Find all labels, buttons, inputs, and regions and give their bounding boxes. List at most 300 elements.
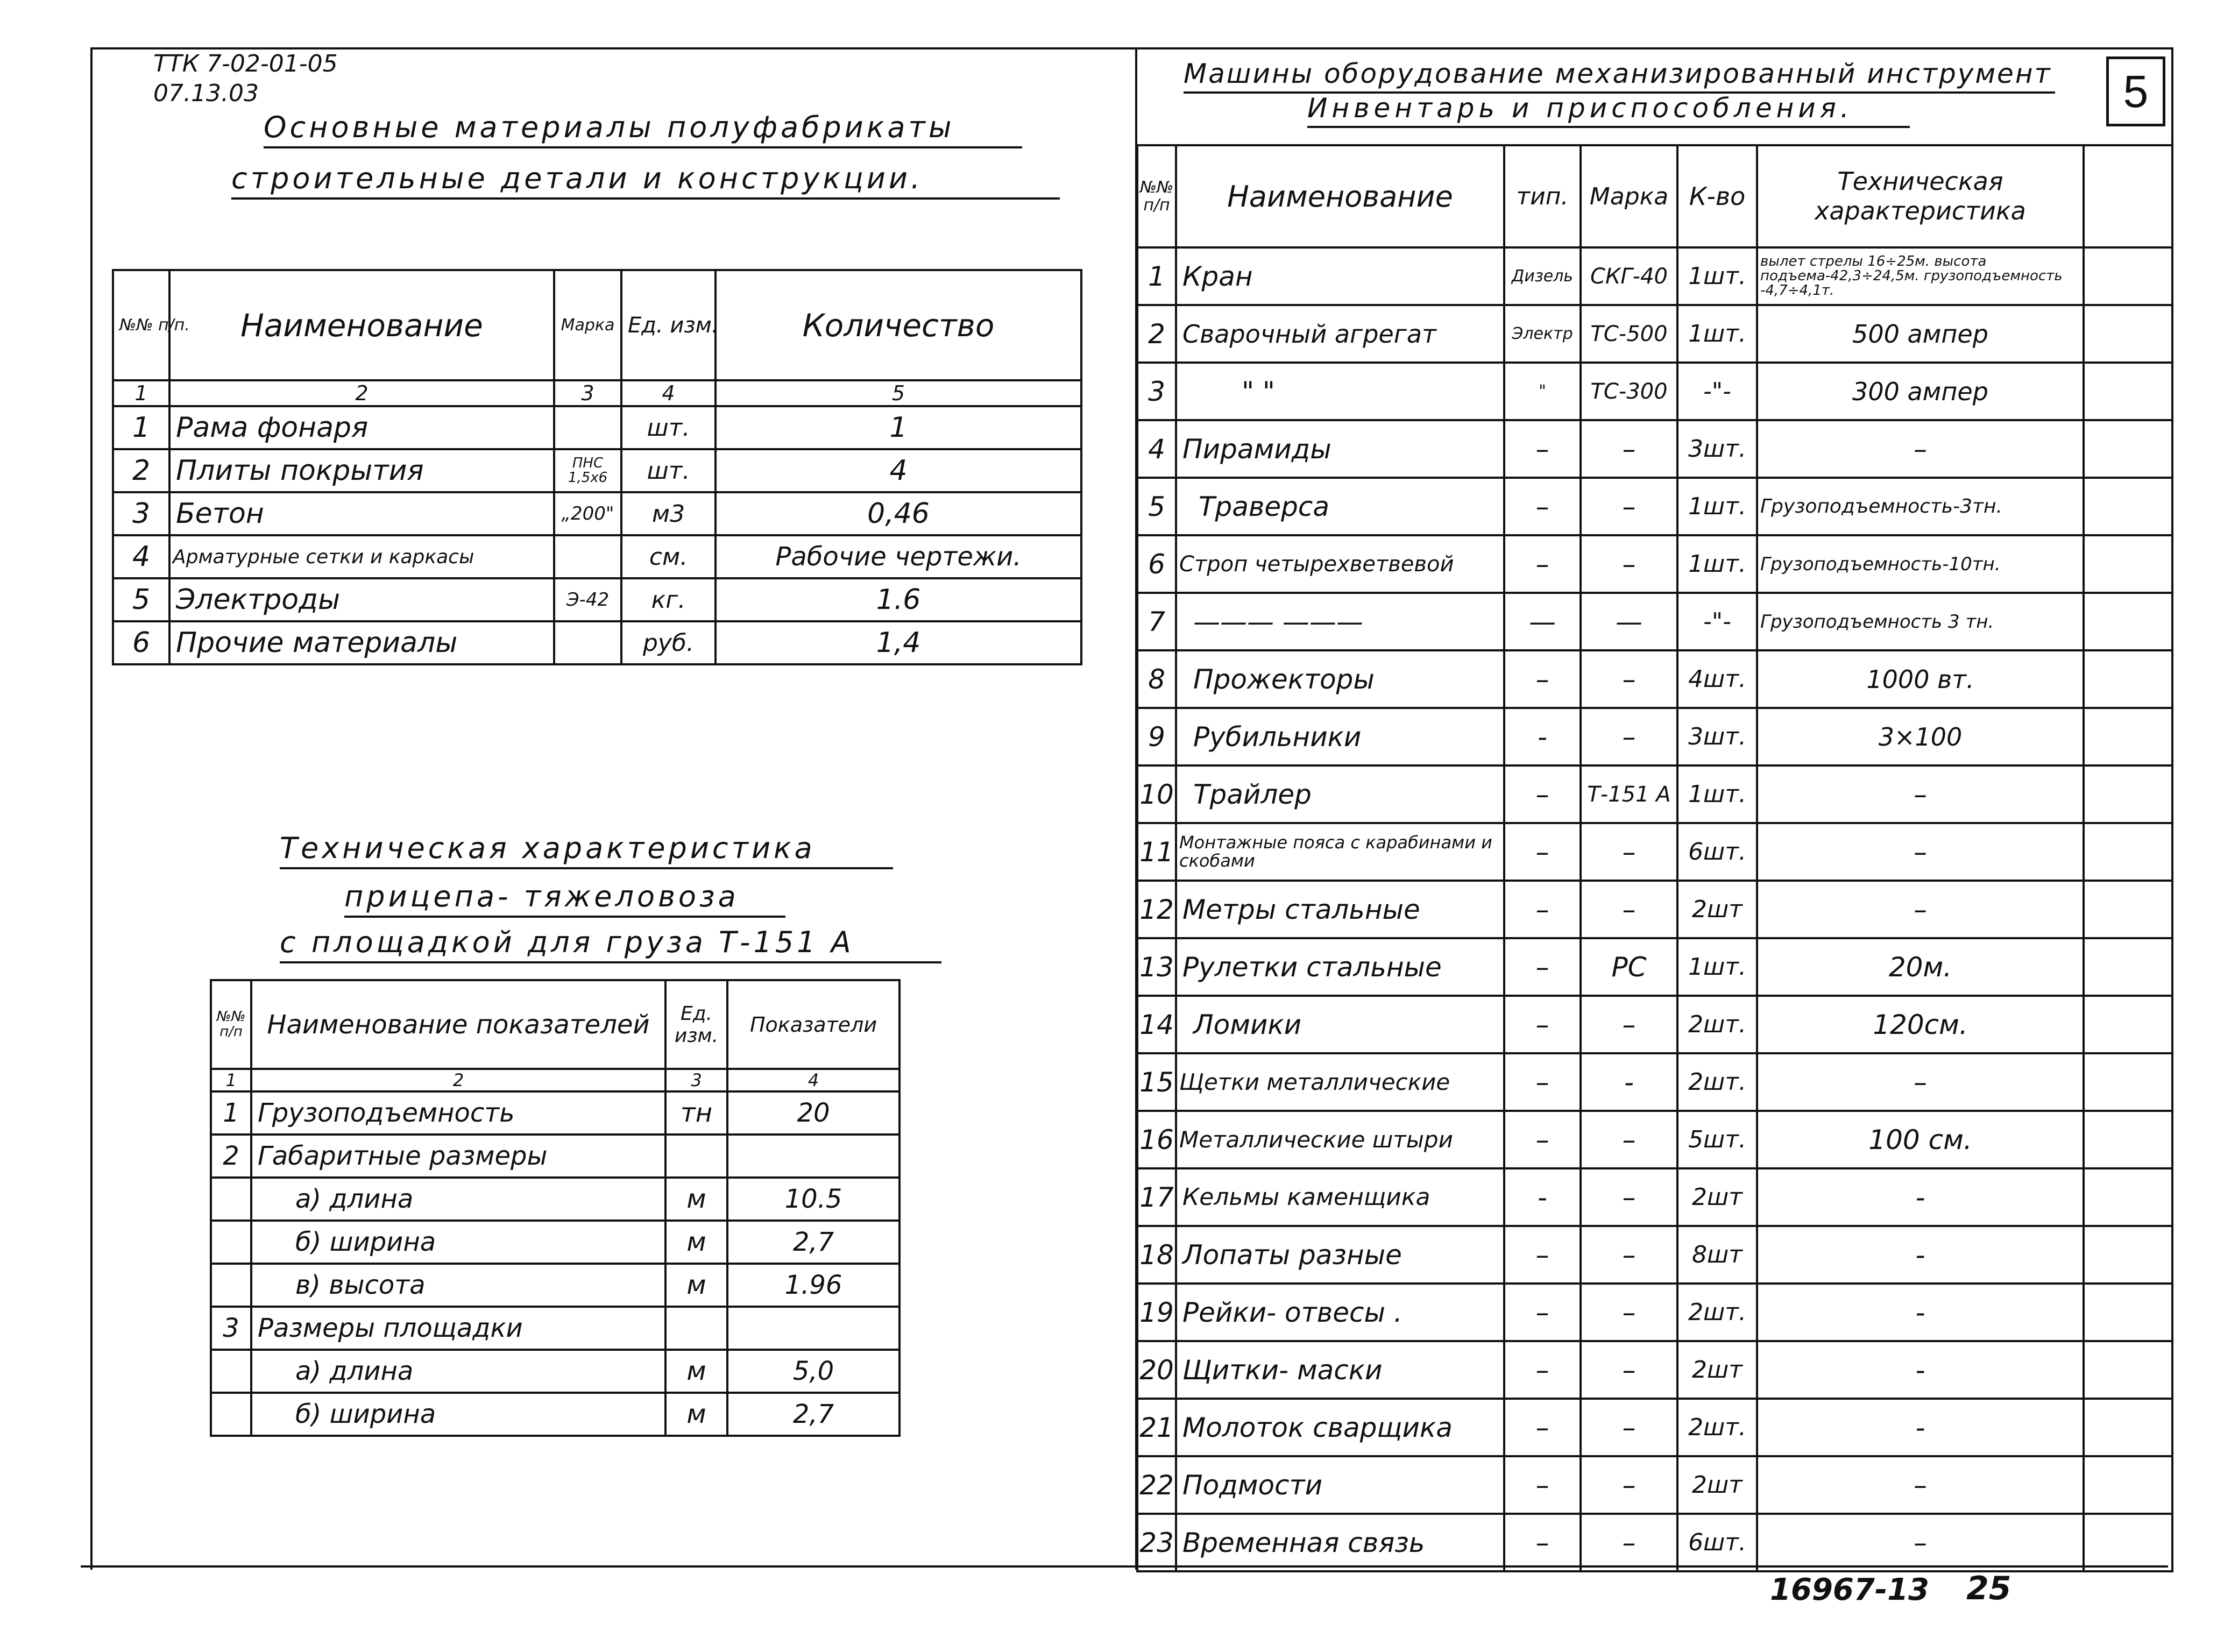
row-num: 3 (113, 492, 169, 535)
row-mark: ТС-300 (1581, 363, 1677, 420)
row-num: 21 (1137, 1399, 1176, 1456)
row-num: 4 (1137, 420, 1176, 478)
row-name: " " (1176, 363, 1504, 420)
row-mark: – (1581, 1456, 1677, 1514)
row-name: Трайлер (1176, 765, 1504, 823)
row-mark: – (1581, 535, 1677, 593)
row-type: – (1504, 881, 1581, 938)
row-extra (2084, 1514, 2172, 1571)
trailer-col-name: Наименование показателей (251, 980, 665, 1069)
row-name: Монтажные пояса с карабинами и скобами (1176, 823, 1504, 881)
row-name: в) высота (251, 1264, 665, 1307)
row-type: – (1504, 535, 1581, 593)
row-qty: 8шт (1677, 1226, 1757, 1284)
materials-title-line2: строительные детали и конструкции. (231, 161, 1060, 200)
row-num: 15 (1137, 1053, 1176, 1111)
row-name: Рулетки стальные (1176, 938, 1504, 996)
row-val: 20 (727, 1091, 899, 1135)
row-num: 3 (1137, 363, 1176, 420)
doc-code-line1: ТТК 7-02-01-05 (153, 50, 338, 77)
row-mark: ТС-500 (1581, 305, 1677, 363)
row-spec: 3×100 (1757, 708, 2084, 765)
row-spec: 300 ампер (1757, 363, 2084, 420)
table-row (1137, 535, 2172, 593)
row-name: Ломики (1176, 996, 1504, 1053)
row-name: Электроды (169, 578, 554, 621)
row-qty: 4 (716, 449, 1081, 492)
row-extra (2084, 1399, 2172, 1456)
row-unit: м (665, 1393, 727, 1436)
table-row (211, 1264, 899, 1307)
machines-title-line2: Инвентарь и приспособления. (1307, 93, 1910, 128)
materials-col-mark: Марка (554, 270, 621, 380)
row-num: 2 (1137, 305, 1176, 363)
row-num: 1 (211, 1091, 251, 1135)
table-row (1137, 996, 2172, 1053)
row-name: Метры стальные (1176, 881, 1504, 938)
row-num: 9 (1137, 708, 1176, 765)
row-num: 1 (1137, 247, 1176, 305)
table-row (1137, 420, 2172, 478)
footer-doc-number: 16967-13 (1770, 1572, 1929, 1607)
row-mark: – (1581, 708, 1677, 765)
row-num (211, 1350, 251, 1393)
row-name: Временная связь (1176, 1514, 1504, 1571)
row-name: Подмости (1176, 1456, 1504, 1514)
table-row (1137, 650, 2172, 708)
row-name: Кран (1176, 247, 1504, 305)
row-extra (2084, 765, 2172, 823)
row-type: – (1504, 1111, 1581, 1168)
row-qty: 1 (716, 406, 1081, 449)
row-num: 6 (113, 621, 169, 664)
row-mark: — (1581, 593, 1677, 650)
row-type: – (1504, 938, 1581, 996)
row-mark: – (1581, 1341, 1677, 1399)
materials-title-line1: Основные материалы полуфабрикаты (264, 110, 1022, 148)
row-name: Траверса (1176, 478, 1504, 535)
row-type: – (1504, 478, 1581, 535)
table-row (1137, 1111, 2172, 1168)
row-name: Плиты покрытия (169, 449, 554, 492)
row-spec: - (1757, 1341, 2084, 1399)
row-name: Лопаты разные (1176, 1226, 1504, 1284)
row-extra (2084, 1456, 2172, 1514)
row-type: – (1504, 1226, 1581, 1284)
row-spec: Грузоподъемность-3тн. (1757, 478, 2084, 535)
row-extra (2084, 363, 2172, 420)
row-mark (554, 535, 621, 578)
row-mark: СКГ-40 (1581, 247, 1677, 305)
row-num (211, 1264, 251, 1307)
row-unit: см. (621, 535, 716, 578)
row-extra (2084, 1226, 2172, 1284)
row-val: 2,7 (727, 1221, 899, 1264)
materials-colnum-3: 3 (554, 380, 621, 406)
row-extra (2084, 305, 2172, 363)
row-name: Бетон (169, 492, 554, 535)
row-num (211, 1178, 251, 1221)
row-type: — (1504, 593, 1581, 650)
row-qty: 4шт. (1677, 650, 1757, 708)
row-mark: – (1581, 1226, 1677, 1284)
table-row (1137, 1341, 2172, 1399)
footer-sheet-number: 25 (1966, 1570, 2011, 1607)
row-extra (2084, 823, 2172, 881)
row-extra (2084, 478, 2172, 535)
row-type: " (1504, 363, 1581, 420)
table-row (1137, 765, 2172, 823)
row-type: – (1504, 1053, 1581, 1111)
row-name: Размеры площадки (251, 1307, 665, 1350)
row-qty: 2шт. (1677, 996, 1757, 1053)
row-type: – (1504, 823, 1581, 881)
row-qty: 2шт. (1677, 1399, 1757, 1456)
row-extra (2084, 1111, 2172, 1168)
row-spec: – (1757, 1053, 2084, 1111)
row-num: 6 (1137, 535, 1176, 593)
materials-colnum-1: 1 (113, 380, 169, 406)
row-type: Электр (1504, 305, 1581, 363)
materials-col-qty: Количество (716, 270, 1081, 380)
trailer-col-num: №№ п/п (211, 980, 251, 1069)
machines-table (1136, 144, 2173, 1572)
row-qty: 1.6 (716, 578, 1081, 621)
row-spec: – (1757, 420, 2084, 478)
row-val: 2,7 (727, 1393, 899, 1436)
machines-col-spec: Техническая характеристика (1757, 145, 2084, 247)
row-mark: РС (1581, 938, 1677, 996)
row-unit: м (665, 1178, 727, 1221)
row-extra (2084, 247, 2172, 305)
row-type: – (1504, 1284, 1581, 1341)
materials-col-unit: Ед. изм. (621, 270, 716, 380)
row-num: 3 (211, 1307, 251, 1350)
row-num: 22 (1137, 1456, 1176, 1514)
row-mark: – (1581, 1284, 1677, 1341)
row-val: 1.96 (727, 1264, 899, 1307)
trailer-col-unit: Ед. изм. (665, 980, 727, 1069)
table-row (1137, 708, 2172, 765)
row-name: Арматурные сетки и каркасы (169, 535, 554, 578)
row-qty: 3шт. (1677, 420, 1757, 478)
row-extra (2084, 1341, 2172, 1399)
trailer-colnum-3: 3 (665, 1069, 727, 1091)
row-name: а) длина (251, 1178, 665, 1221)
row-mark: ПНС 1,5х6 (554, 449, 621, 492)
table-row (1137, 305, 2172, 363)
row-spec: 120см. (1757, 996, 2084, 1053)
row-mark (554, 621, 621, 664)
row-name: б) ширина (251, 1221, 665, 1264)
row-unit: м (665, 1264, 727, 1307)
row-spec: 1000 вт. (1757, 650, 2084, 708)
row-extra (2084, 420, 2172, 478)
row-mark: – (1581, 1168, 1677, 1226)
row-type: Дизель (1504, 247, 1581, 305)
row-mark: - (1581, 1053, 1677, 1111)
row-unit: руб. (621, 621, 716, 664)
row-spec: вылет стрелы 16÷25м. высота подъема-42,3÷24,5м. грузоподъемность -4,7÷4,1т. (1757, 247, 2084, 305)
row-extra (2084, 650, 2172, 708)
trailer-colnum-2: 2 (251, 1069, 665, 1091)
row-qty: 2шт. (1677, 1053, 1757, 1111)
row-name: Щетки металлические (1176, 1053, 1504, 1111)
row-qty: 1шт. (1677, 478, 1757, 535)
row-mark: – (1581, 1514, 1677, 1571)
row-num: 18 (1137, 1226, 1176, 1284)
row-num: 16 (1137, 1111, 1176, 1168)
table-row (1137, 1456, 2172, 1514)
row-name: Сварочный агрегат (1176, 305, 1504, 363)
table-row (1137, 1226, 2172, 1284)
table-row (1137, 247, 2172, 305)
row-mark (554, 406, 621, 449)
trailer-title-line2: прицепа- тяжеловоза (344, 880, 785, 918)
row-num: 17 (1137, 1168, 1176, 1226)
row-qty: 1шт. (1677, 535, 1757, 593)
row-num: 23 (1137, 1514, 1176, 1571)
table-row (113, 449, 1081, 492)
row-mark: Т-151 А (1581, 765, 1677, 823)
row-name: Прожекторы (1176, 650, 1504, 708)
row-num: 8 (1137, 650, 1176, 708)
row-num: 20 (1137, 1341, 1176, 1399)
row-unit: шт. (621, 406, 716, 449)
row-mark: – (1581, 996, 1677, 1053)
row-mark: „200" (554, 492, 621, 535)
table-row (1137, 881, 2172, 938)
row-mark: Э-42 (554, 578, 621, 621)
row-extra (2084, 938, 2172, 996)
trailer-title-line3: с площадкой для груза Т-151 А (280, 925, 941, 963)
row-spec: – (1757, 823, 2084, 881)
row-extra (2084, 535, 2172, 593)
row-num: 11 (1137, 823, 1176, 881)
row-extra (2084, 708, 2172, 765)
row-qty: 6шт. (1677, 823, 1757, 881)
row-name: ——— ——— (1176, 593, 1504, 650)
row-unit: м3 (621, 492, 716, 535)
row-spec: - (1757, 1168, 2084, 1226)
row-type: – (1504, 1341, 1581, 1399)
row-qty: 3шт. (1677, 708, 1757, 765)
row-spec: Грузоподъемность-10тн. (1757, 535, 2084, 593)
table-row (211, 1393, 899, 1436)
row-num: 1 (113, 406, 169, 449)
row-qty: 1шт. (1677, 247, 1757, 305)
materials-col-num: №№ п/п. (113, 270, 169, 380)
row-type: – (1504, 1399, 1581, 1456)
machines-col-mark: Марка (1581, 145, 1677, 247)
row-name: Пирамиды (1176, 420, 1504, 478)
table-row (211, 1350, 899, 1393)
row-num: 19 (1137, 1284, 1176, 1341)
row-name: Грузоподъемность (251, 1091, 665, 1135)
row-name: Прочие материалы (169, 621, 554, 664)
row-type: – (1504, 1456, 1581, 1514)
table-row (211, 1091, 899, 1135)
table-row (211, 1221, 899, 1264)
machines-col-name: Наименование (1176, 145, 1504, 247)
row-val: 5,0 (727, 1350, 899, 1393)
row-mark: – (1581, 823, 1677, 881)
row-mark: – (1581, 650, 1677, 708)
row-name: Молоток сварщика (1176, 1399, 1504, 1456)
materials-colnum-4: 4 (621, 380, 716, 406)
row-qty: 1шт. (1677, 938, 1757, 996)
row-extra (2084, 1284, 2172, 1341)
row-qty: 1шт. (1677, 305, 1757, 363)
page-number: 5 (2106, 56, 2165, 126)
trailer-title-line1: Техническая характеристика (280, 831, 893, 869)
row-unit (665, 1307, 727, 1350)
table-row (113, 406, 1081, 449)
row-qty: 2шт (1677, 1168, 1757, 1226)
row-name: Металлические штыри (1176, 1111, 1504, 1168)
row-type: – (1504, 765, 1581, 823)
table-row (1137, 478, 2172, 535)
table-row (211, 1135, 899, 1178)
frame-top-line (91, 47, 2173, 49)
table-row (1137, 938, 2172, 996)
row-num: 12 (1137, 881, 1176, 938)
row-extra (2084, 996, 2172, 1053)
row-num: 2 (211, 1135, 251, 1178)
row-qty: 5шт. (1677, 1111, 1757, 1168)
row-num: 13 (1137, 938, 1176, 996)
row-spec: – (1757, 765, 2084, 823)
row-spec: – (1757, 1456, 2084, 1514)
trailer-colnum-1: 1 (211, 1069, 251, 1091)
row-num: 2 (113, 449, 169, 492)
table-row (1137, 1053, 2172, 1111)
table-row (211, 1178, 899, 1221)
table-row (1137, 1514, 2172, 1571)
table-row (1137, 1168, 2172, 1226)
row-num (211, 1393, 251, 1436)
row-qty: 6шт. (1677, 1514, 1757, 1571)
row-val (727, 1307, 899, 1350)
row-num: 5 (113, 578, 169, 621)
row-unit: м (665, 1221, 727, 1264)
row-val (727, 1135, 899, 1178)
table-row (113, 535, 1081, 578)
table-row (113, 621, 1081, 664)
materials-colnum-2: 2 (169, 380, 554, 406)
row-extra (2084, 1168, 2172, 1226)
row-mark: – (1581, 881, 1677, 938)
materials-table (112, 269, 1082, 665)
machines-col-qty: К-во (1677, 145, 1757, 247)
row-spec: - (1757, 1226, 2084, 1284)
table-row (1137, 593, 2172, 650)
table-row (1137, 1399, 2172, 1456)
trailer-col-val: Показатели (727, 980, 899, 1069)
doc-code-line2: 07.13.03 (153, 80, 259, 107)
row-qty: 0,46 (716, 492, 1081, 535)
row-val: 10.5 (727, 1178, 899, 1221)
row-spec: - (1757, 1399, 2084, 1456)
row-qty: Рабочие чертежи. (716, 535, 1081, 578)
row-unit: м (665, 1350, 727, 1393)
machines-title-line1: Машины оборудование механизированный инструмент (1184, 58, 2055, 94)
table-row (113, 492, 1081, 535)
machines-col-num: №№ п/п (1137, 145, 1176, 247)
row-type: - (1504, 1168, 1581, 1226)
table-row (1137, 823, 2172, 881)
row-mark: – (1581, 478, 1677, 535)
row-unit (665, 1135, 727, 1178)
row-qty: 2шт. (1677, 1284, 1757, 1341)
row-qty: 2шт (1677, 1341, 1757, 1399)
row-spec: 20м. (1757, 938, 2084, 996)
machines-col-type: тип. (1504, 145, 1581, 247)
row-type: – (1504, 420, 1581, 478)
materials-col-name: Наименование (169, 270, 554, 380)
row-qty: -"- (1677, 363, 1757, 420)
row-name: а) длина (251, 1350, 665, 1393)
row-unit: тн (665, 1091, 727, 1135)
row-name: б) ширина (251, 1393, 665, 1436)
row-name: Строп четырехветвевой (1176, 535, 1504, 593)
row-type: - (1504, 708, 1581, 765)
row-spec: 100 см. (1757, 1111, 2084, 1168)
row-type: – (1504, 996, 1581, 1053)
row-type: – (1504, 1514, 1581, 1571)
row-qty: 1,4 (716, 621, 1081, 664)
row-unit: кг. (621, 578, 716, 621)
row-spec: 500 ампер (1757, 305, 2084, 363)
row-num: 7 (1137, 593, 1176, 650)
trailer-table (210, 979, 901, 1437)
row-extra (2084, 881, 2172, 938)
row-qty: 2шт (1677, 1456, 1757, 1514)
row-name: Рама фонаря (169, 406, 554, 449)
row-spec: - (1757, 1284, 2084, 1341)
table-row (1137, 1284, 2172, 1341)
table-row (113, 578, 1081, 621)
row-num (211, 1221, 251, 1264)
row-name: Рейки- отвесы . (1176, 1284, 1504, 1341)
row-name: Щитки- маски (1176, 1341, 1504, 1399)
row-name: Рубильники (1176, 708, 1504, 765)
row-qty: -"- (1677, 593, 1757, 650)
row-spec: Грузоподъемность 3 тн. (1757, 593, 2084, 650)
row-mark: – (1581, 1399, 1677, 1456)
row-qty: 1шт. (1677, 765, 1757, 823)
row-type: – (1504, 650, 1581, 708)
row-num: 5 (1137, 478, 1176, 535)
row-name: Кельмы каменщика (1176, 1168, 1504, 1226)
row-extra (2084, 593, 2172, 650)
frame-left-line (90, 47, 93, 1570)
table-row (1137, 363, 2172, 420)
row-num: 10 (1137, 765, 1176, 823)
row-unit: шт. (621, 449, 716, 492)
row-num: 14 (1137, 996, 1176, 1053)
row-num: 4 (113, 535, 169, 578)
row-mark: – (1581, 420, 1677, 478)
row-extra (2084, 1053, 2172, 1111)
row-mark: – (1581, 1111, 1677, 1168)
row-spec: – (1757, 1514, 2084, 1571)
materials-colnum-5: 5 (716, 380, 1081, 406)
machines-extra-col (2084, 145, 2172, 247)
row-spec: – (1757, 881, 2084, 938)
trailer-colnum-4: 4 (727, 1069, 899, 1091)
row-qty: 2шт (1677, 881, 1757, 938)
